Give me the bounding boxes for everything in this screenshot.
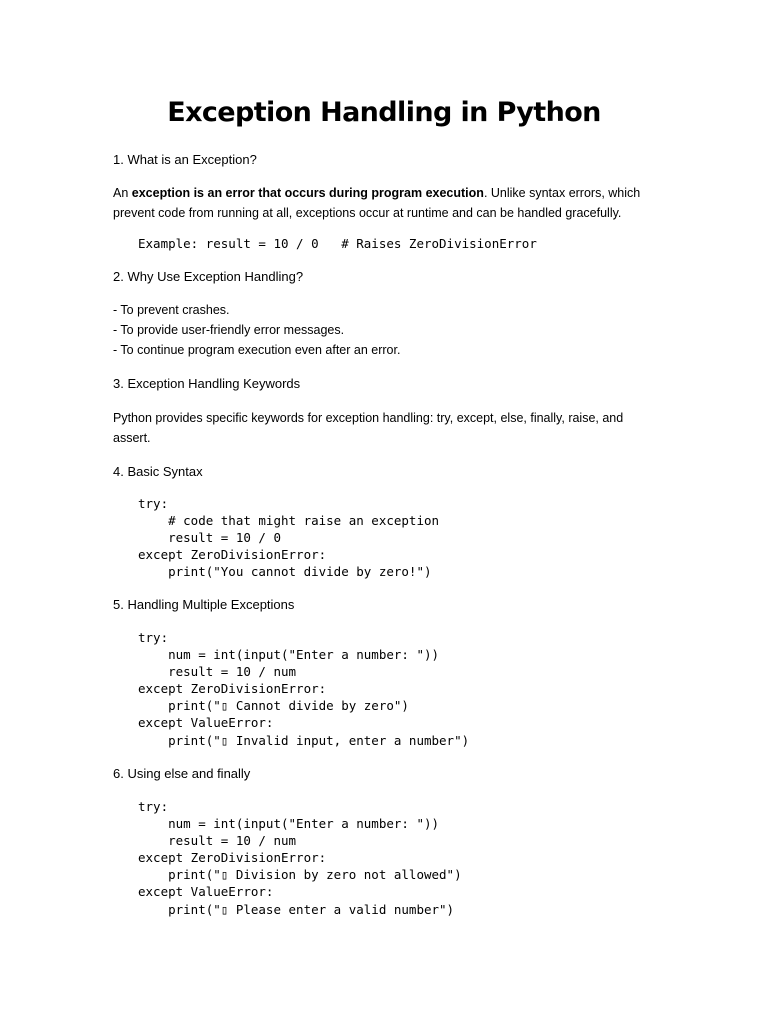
code-line: try: [138,630,169,645]
code-line: print("▯ Invalid input, enter a number") [138,732,470,748]
code-block-else-finally [138,798,462,918]
bullet-list [113,300,400,360]
code-example-line: Example: result = 10 / 0 # Raises ZeroDivisionError [138,236,537,251]
list-item: - To provide user-friendly error messages. [113,323,345,337]
code-line: except ZeroDivisionError: [138,850,327,866]
code-line: except ZeroDivisionError: [138,547,327,563]
section-paragraph-definition [113,183,643,223]
code-line: try: [138,799,169,814]
code-line: print("▯ Please enter a valid number") [138,901,455,917]
code-line: except ZeroDivisionError: [138,681,327,697]
paragraph-bold-text: exception is an error that occurs during program execution [131,186,484,200]
section-heading-basic-syntax: 4. Basic Syntax [113,464,203,479]
code-line: except ValueError: [138,715,274,731]
code-line: print("You cannot divide by zero!") [138,564,432,580]
section-paragraph-keywords: Python provides specific keywords for exception handling: try, except, else, finally, raise, and assert. [113,411,624,445]
paragraph-text: . Unlike syntax errors, which prevent code from running at all, exceptions occur at runtime and can be handled gracefully. [113,186,641,220]
section-heading-keywords: 3. Exception Handling Keywords [113,376,301,391]
document-title: Exception Handling in Python [167,97,601,128]
code-line: result = 10 / num [138,664,297,680]
code-line: result = 10 / 0 [138,530,281,546]
code-block-multiple-exceptions [138,629,469,749]
section-heading-multiple-exceptions: 5. Handling Multiple Exceptions [113,597,295,612]
section-heading-why-use: 2. Why Use Exception Handling? [113,269,304,284]
section-heading-else-finally: 6. Using else and finally [113,766,251,781]
section-heading-what-is-exception: 1. What is an Exception? [113,152,257,167]
code-line: result = 10 / num [138,833,297,849]
code-line: except ValueError: [138,884,274,900]
code-line: num = int(input("Enter a number: ")) [138,816,440,832]
code-line: print("▯ Division by zero not allowed") [138,867,462,883]
code-line: try: [138,496,169,511]
code-line: num = int(input("Enter a number: ")) [138,647,440,663]
list-item: - To prevent crashes. [113,303,230,317]
code-block-basic-syntax [138,495,439,580]
code-line: print("▯ Cannot divide by zero") [138,698,409,714]
list-item: - To continue program execution even after an error. [113,343,401,357]
code-line: # code that might raise an exception [138,513,440,529]
paragraph-text: An [113,186,132,200]
